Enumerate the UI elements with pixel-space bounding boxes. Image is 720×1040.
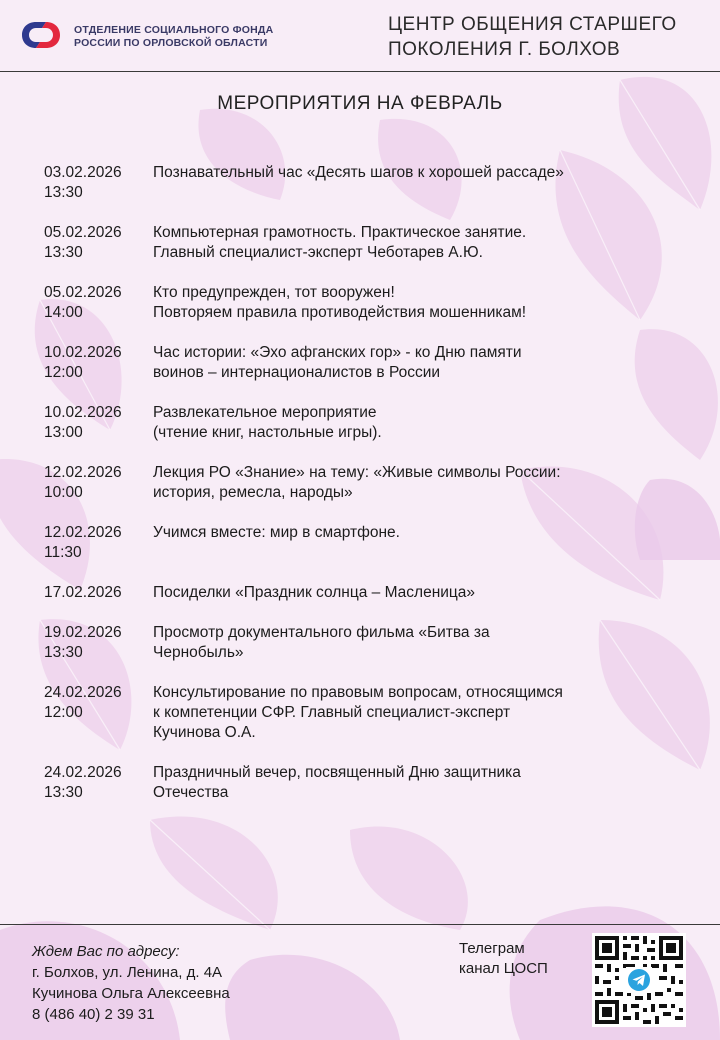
event-item (44, 583, 704, 623)
event-description-line: Кучинова О.А. (153, 724, 256, 741)
event-time: 10:00 (44, 484, 83, 501)
event-date: 03.02.2026 (44, 164, 122, 181)
event-datetime (44, 163, 153, 203)
event-date: 05.02.2026 (44, 224, 122, 241)
event-description-line: Отечества (153, 784, 229, 801)
phone-number: 8 (486 40) 2 39 31 (32, 1006, 155, 1023)
footer-divider (0, 924, 720, 925)
event-item (44, 463, 704, 523)
event-description (153, 583, 704, 603)
events-list (44, 163, 704, 823)
event-description (153, 283, 704, 323)
sfr-logo (16, 18, 296, 54)
telegram-icon (626, 967, 652, 993)
event-description-line: (чтение книг, настольные игры). (153, 424, 382, 441)
event-description-line: Час истории: «Эхо афганских гор» - ко Дню памяти (153, 344, 522, 361)
event-description-line: Посиделки «Праздник солнца – Масленица» (153, 584, 476, 601)
event-description-line: воинов – интернационалистов в России (153, 364, 441, 381)
event-time: 13:30 (44, 784, 83, 801)
address-text: г. Болхов, ул. Ленина, д. 4А (32, 964, 223, 981)
telegram-qr-code[interactable] (592, 933, 686, 1027)
event-description-line: Главный специалист-эксперт Чеботарев А.Ю. (153, 244, 483, 261)
event-date: 19.02.2026 (44, 624, 122, 641)
telegram-label-line2: канал ЦОСП (459, 960, 548, 977)
event-datetime (44, 283, 153, 323)
center-name (388, 12, 708, 62)
event-description (153, 523, 704, 543)
event-time: 11:30 (44, 544, 82, 561)
event-description-line: Праздничный вечер, посвященный Дню защитника (153, 764, 521, 781)
event-datetime (44, 463, 153, 503)
event-time: 13:00 (44, 424, 83, 441)
event-item (44, 763, 704, 823)
event-datetime (44, 763, 153, 803)
event-date: 10.02.2026 (44, 344, 122, 361)
event-description-line: Лекция РО «Знание» на тему: «Живые символы России: (153, 464, 561, 481)
event-item (44, 403, 704, 463)
event-description-line: Учимся вместе: мир в смартфоне. (153, 524, 400, 541)
sfr-logo-icon (16, 18, 66, 52)
event-item (44, 523, 704, 583)
event-item (44, 223, 704, 283)
event-time: 13:30 (44, 644, 83, 661)
event-date: 05.02.2026 (44, 284, 122, 301)
event-item (44, 623, 704, 683)
event-description-line: к компетенции СФР. Главный специалист-эксперт (153, 704, 511, 721)
event-description-line: Познавательный час «Десять шагов к хорошей рассаде» (153, 164, 564, 181)
event-item (44, 283, 704, 343)
invite-text: Ждем Вас по адресу: (32, 943, 180, 960)
event-date: 24.02.2026 (44, 764, 122, 781)
event-datetime (44, 343, 153, 383)
contact-info (32, 941, 230, 1025)
page-title: МЕРОПРИЯТИЯ НА ФЕВРАЛЬ (217, 93, 503, 114)
event-description (153, 463, 704, 503)
event-description-line: Развлекательное мероприятие (153, 404, 377, 421)
event-description (153, 163, 704, 183)
event-datetime (44, 223, 153, 263)
event-description (153, 763, 704, 803)
event-description-line: Просмотр документального фильма «Битва за (153, 624, 490, 641)
event-time: 14:00 (44, 304, 83, 321)
org-name-line1: ОТДЕЛЕНИЕ СОЦИАЛЬНОГО ФОНДА (74, 24, 274, 36)
event-description-line: Компьютерная грамотность. Практическое занятие. (153, 224, 527, 241)
event-datetime (44, 583, 153, 603)
event-item (44, 343, 704, 403)
event-description-line: Консультирование по правовым вопросам, относящимся (153, 684, 563, 701)
header-divider (0, 71, 720, 72)
event-datetime (44, 523, 153, 563)
event-time: 12:00 (44, 704, 83, 721)
event-description-line: Повторяем правила противодействия мошенникам! (153, 304, 527, 321)
telegram-label (459, 939, 548, 979)
event-time: 13:30 (44, 244, 83, 261)
event-datetime (44, 683, 153, 723)
event-description (153, 403, 704, 443)
event-datetime (44, 623, 153, 663)
event-time: 13:30 (44, 184, 83, 201)
event-date: 17.02.2026 (44, 584, 122, 601)
event-description-line: Чернобыль» (153, 644, 244, 661)
event-description (153, 683, 704, 743)
event-description (153, 223, 704, 263)
org-name-line2: РОССИИ ПО ОРЛОВСКОЙ ОБЛАСТИ (74, 37, 268, 49)
event-item (44, 683, 704, 763)
event-date: 12.02.2026 (44, 464, 122, 481)
center-name-line1: ЦЕНТР ОБЩЕНИЯ СТАРШЕГО (388, 14, 677, 35)
event-item (44, 163, 704, 223)
contact-person: Кучинова Ольга Алексеевна (32, 985, 230, 1002)
event-date: 12.02.2026 (44, 524, 122, 541)
event-description-line: Кто предупрежден, тот вооружен! (153, 284, 395, 301)
qr-finder-bottom-left (595, 1000, 619, 1024)
event-description (153, 343, 704, 383)
telegram-label-line1: Телеграм (459, 940, 525, 957)
event-description-line: история, ремесла, народы» (153, 484, 353, 501)
qr-finder-top-right (659, 936, 683, 960)
event-time: 12:00 (44, 364, 83, 381)
event-date: 24.02.2026 (44, 684, 122, 701)
event-description (153, 623, 704, 663)
center-name-line2: ПОКОЛЕНИЯ Г. БОЛХОВ (388, 39, 621, 60)
event-date: 10.02.2026 (44, 404, 122, 421)
org-name (74, 24, 273, 50)
qr-finder-top-left (595, 936, 619, 960)
event-datetime (44, 403, 153, 443)
